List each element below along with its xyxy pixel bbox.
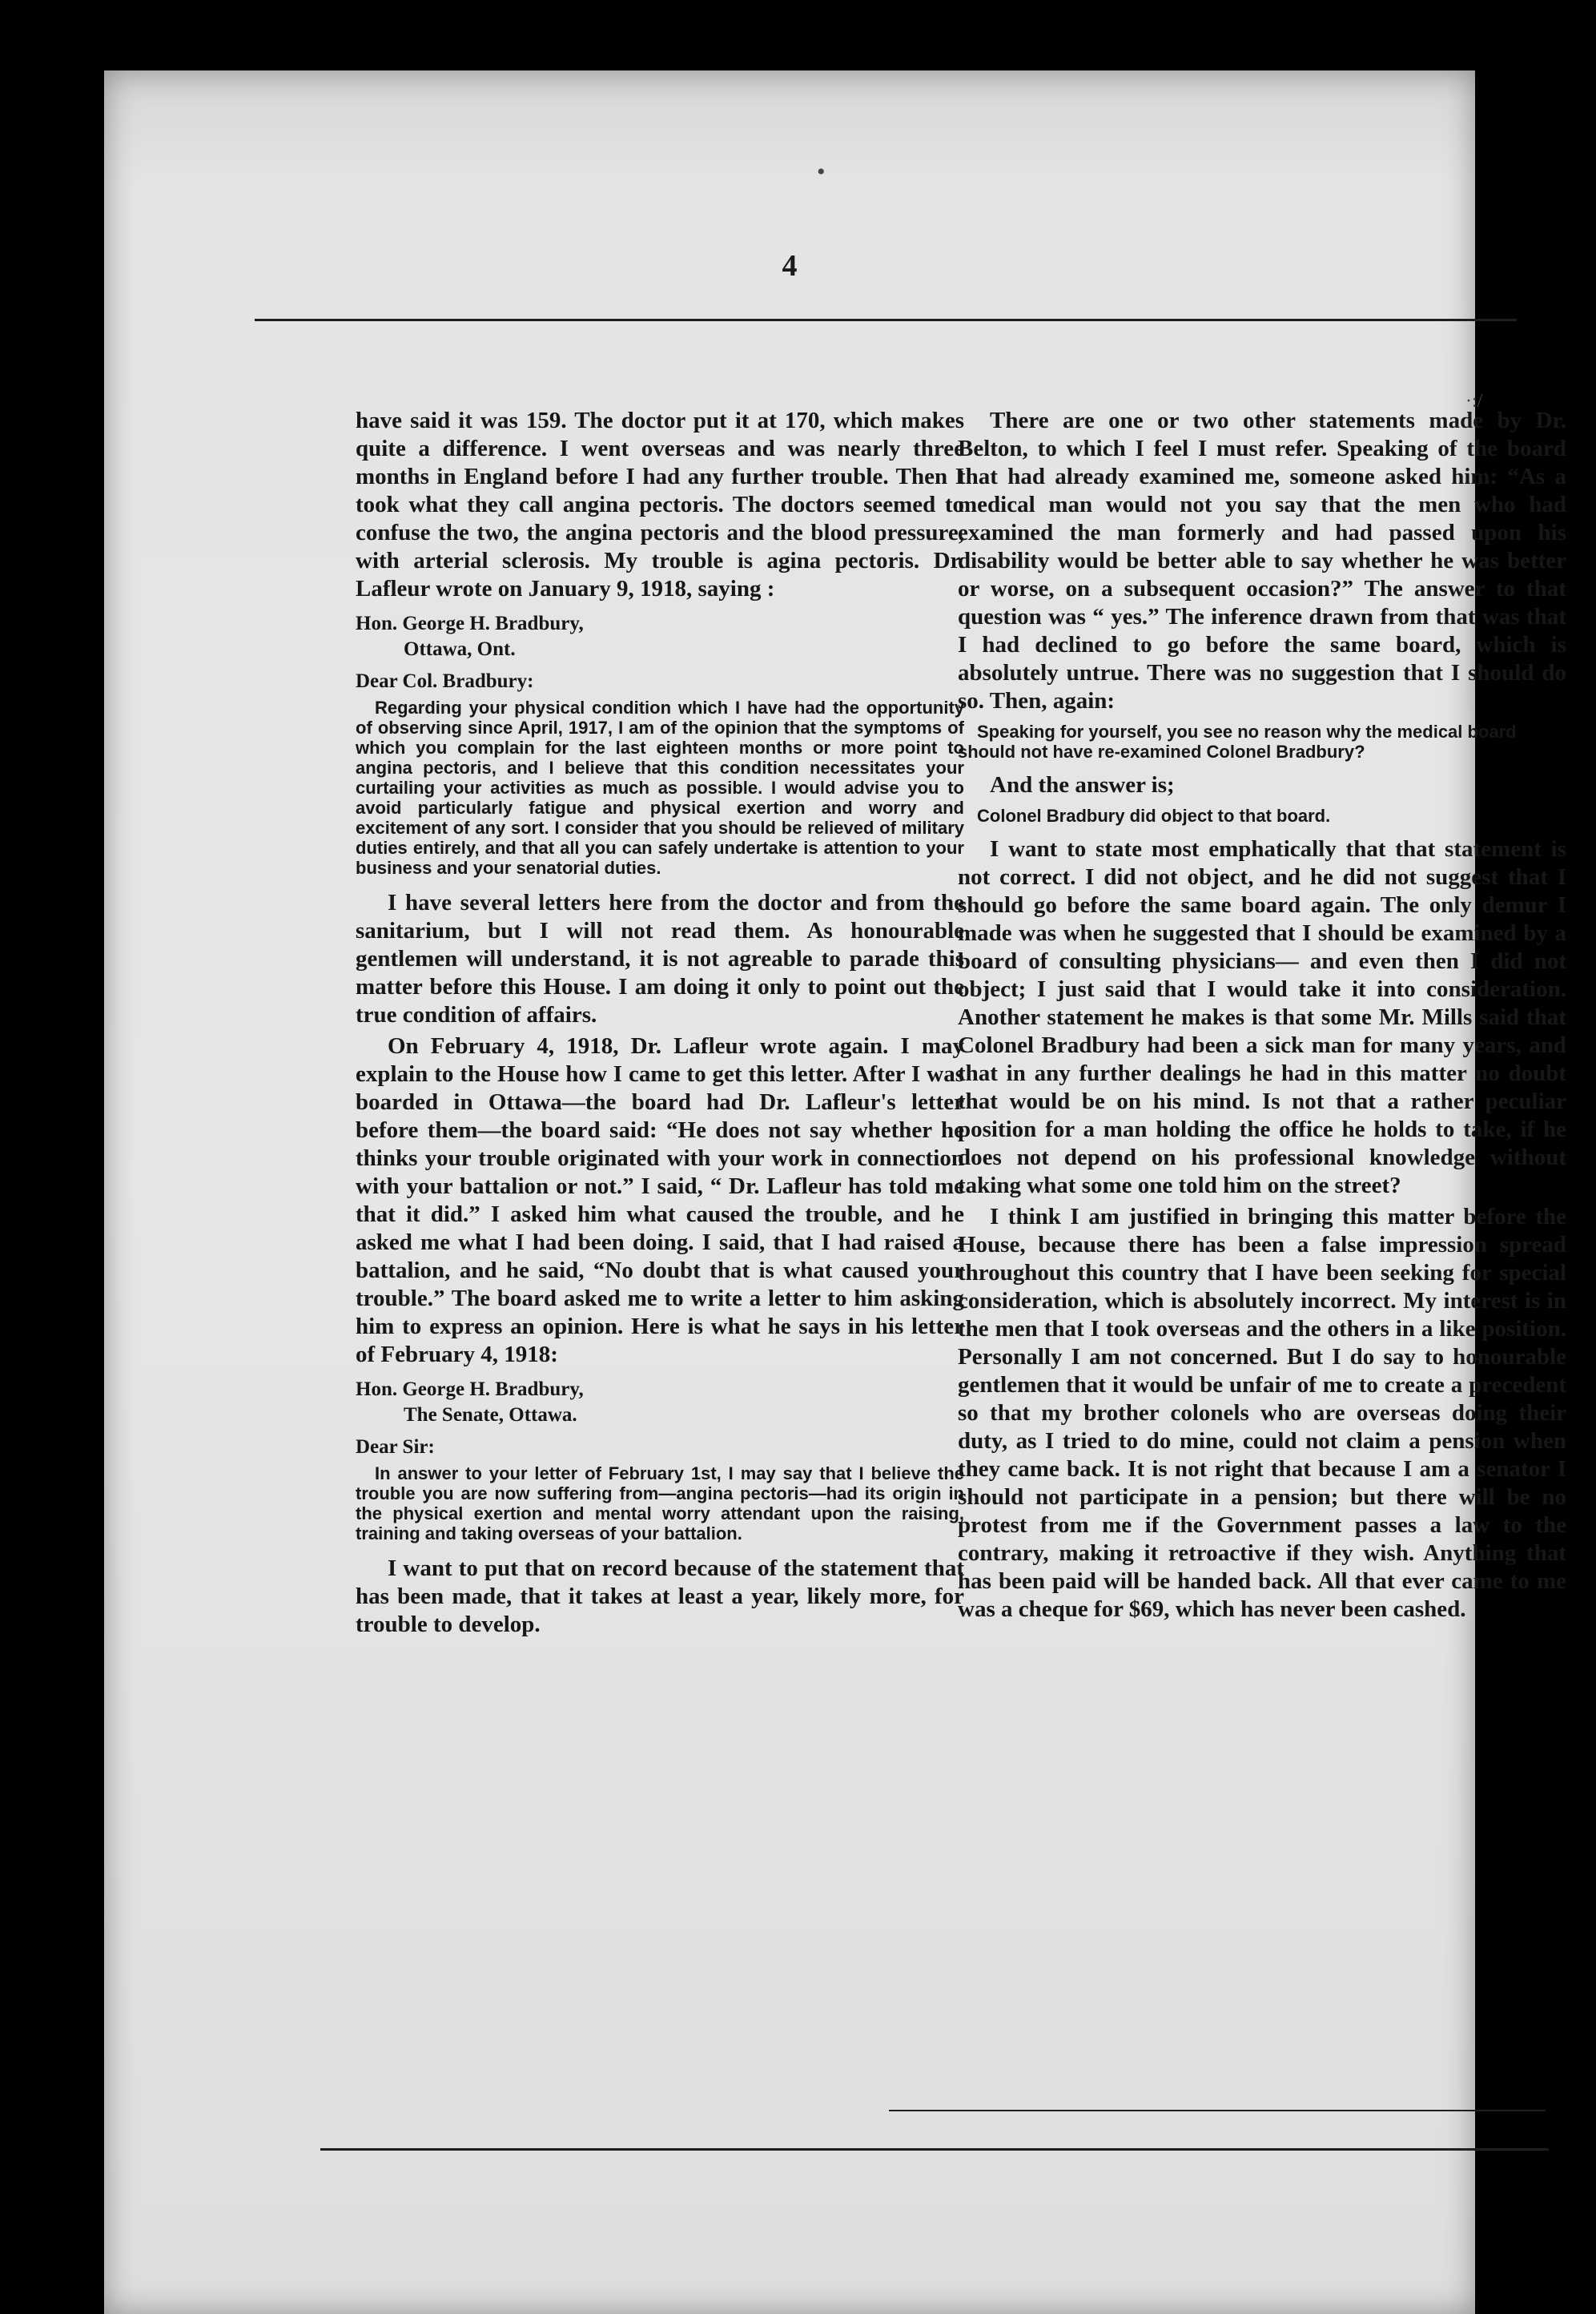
right-paragraph-4: I think I am justified in bringing this matter before the House, because there has been a false impression spread throughout this country that I have been seeking for special consideration, which is absolutely incorrect. My interest is in the men that I took overseas and the others in a like position. Personally I am not concerned. But I do say to honourable gentlemen that it would be unfair of me to create a precedent so that my brother colonels who are overseas doing their duty, as I tried to do mine, could not claim a pension when they came back. It is not right that because I am a senator I should not participate in a pension; but there will be no protest from me if the Government passes a law to the contrary, making it retroactive if they wish. Anything that has been paid will be handed back. All that ever came to me was a cheque for $69, which has never been cashed. [958,1204,1566,1622]
column-end-rule [889,2110,1546,2111]
left-paragraph-4: I want to put that on record because of the statement that has been made, that it takes at least a year, likely more, for trouble to develop. [356,1555,964,1637]
letter-2-address: The Senate, Ottawa. [404,1404,577,1426]
right-column [958,407,1566,1627]
left-paragraph-1: have said it was 159. The doctor put it at 170, which makes quite a difference. I went overseas and was nearly three months in England before I had any further trouble. Then I took what they call angina pectoris. The doctors seemed to confuse the two, the angina pectoris and the blood pressure, with arterial sclerosis. My trouble is agina pectoris. Dr. Lafleur wrote on January 9, 1918, saying : [356,408,964,602]
letter-1-salutation: Dear Col. Bradbury: [356,670,534,692]
left-paragraph-2: I have several letters here from the doctor and from the sanitarium, but I will not read them. As honourable gentlemen will understand, it is not agreable to parade this matter before this House. I am doing it only to point out the true condition of affairs. [356,890,964,1028]
letter-1-recipient: Hon. George H. Bradbury, [356,613,584,634]
letter-2-recipient: Hon. George H. Bradbury, [356,1378,584,1400]
left-paragraph-3: On February 4, 1918, Dr. Lafleur wrote again. I may explain to the House how I came to get this letter. After I was boarded in Ottawa—the board had Dr. Lafleur's letter before them—the board said: “He does not say whether he thinks your trouble originated with your work in connection with your battalion or not.” I said, “ Dr. Lafleur has told me that it did.” I asked him what caused the trouble, and he asked me what I had been doing. I said, that I had raised a battalion, and he said, “No doubt that is what caused your trouble.” The board asked me to write a letter to him asking him to express an opinion. Here is what he says in his letter of February 4, 1918: [356,1033,964,1367]
letter-1-body: Regarding your physical condition which I have had the opportunity of observing since April, 1917, I am of the opinion that the symptoms of which you complain for the last eighteen months or more point to angina pectoris, and I believe that this condition necessitates your curtailing your activities as much as possible. I would advise you to avoid particularly fatigue and physical exertion and worry and excitement of any sort. I consider that you should be relieved of military duties entirely, and that all you can safely undertake is attention to your business and your senatorial duties. [356,698,964,878]
right-paragraph-2: And the answer is; [990,772,1175,798]
quoted-answer: Colonel Bradbury did object to that board. [977,806,1331,826]
scan-smudge-mark: ·:/ [1465,391,1483,412]
right-paragraph-1: There are one or two other statements made by Dr. Belton, to which I feel I must refer. Speaking of the board that had already examined me, someone asked him: “As a medical man would not you say that the men who had examined the man formerly and had passed upon his disability would be better able to say whether he was better or worse, on a subsequent occasion?” The answer to that question was “ yes.” The inference drawn from that was that I had declined to go before the same board, which is absolutely untrue. There was no suggestion that I should do so. Then, again: [958,408,1566,714]
letter-2-salutation: Dear Sir: [356,1436,435,1458]
speck-mark: • [817,159,826,185]
left-column [356,407,964,1642]
letter-1-address: Ottawa, Ont. [404,638,516,660]
header-rule [255,319,1517,321]
letter-2-body: In answer to your letter of February 1st, I may say that I believe the trouble you are now suffering from—angina pectoris—had its origin in the physical exertion and mental worry attendant upon the raising, training and taking overseas of your battalion. [356,1463,964,1543]
footer-rule [320,2148,1549,2151]
scanned-page [104,70,1566,2314]
right-paragraph-3: I want to state most emphatically that that statement is not correct. I did not object, and he did not suggest that I should go before the same board again. The only demur I made was when he suggested that I should be examined by a board of consulting physicians— and even then I did not object; I just said that I would take it into consideration. Another statement he makes is that some Mr. Mills said that Colonel Bradbury had been a sick man for many years, and that in any further dealings he had in this matter no doubt that would be on his mind. Is not that a rather peculiar position for a man holding the office he holds to take, if he does not depend on his professional knowledge without taking what some one told him on the street? [958,836,1566,1198]
page-number: 4 [782,249,798,283]
quoted-question: Speaking for yourself, you see no reason why the medical board should not have re-examined Colonel Bradbury? [958,722,1517,762]
